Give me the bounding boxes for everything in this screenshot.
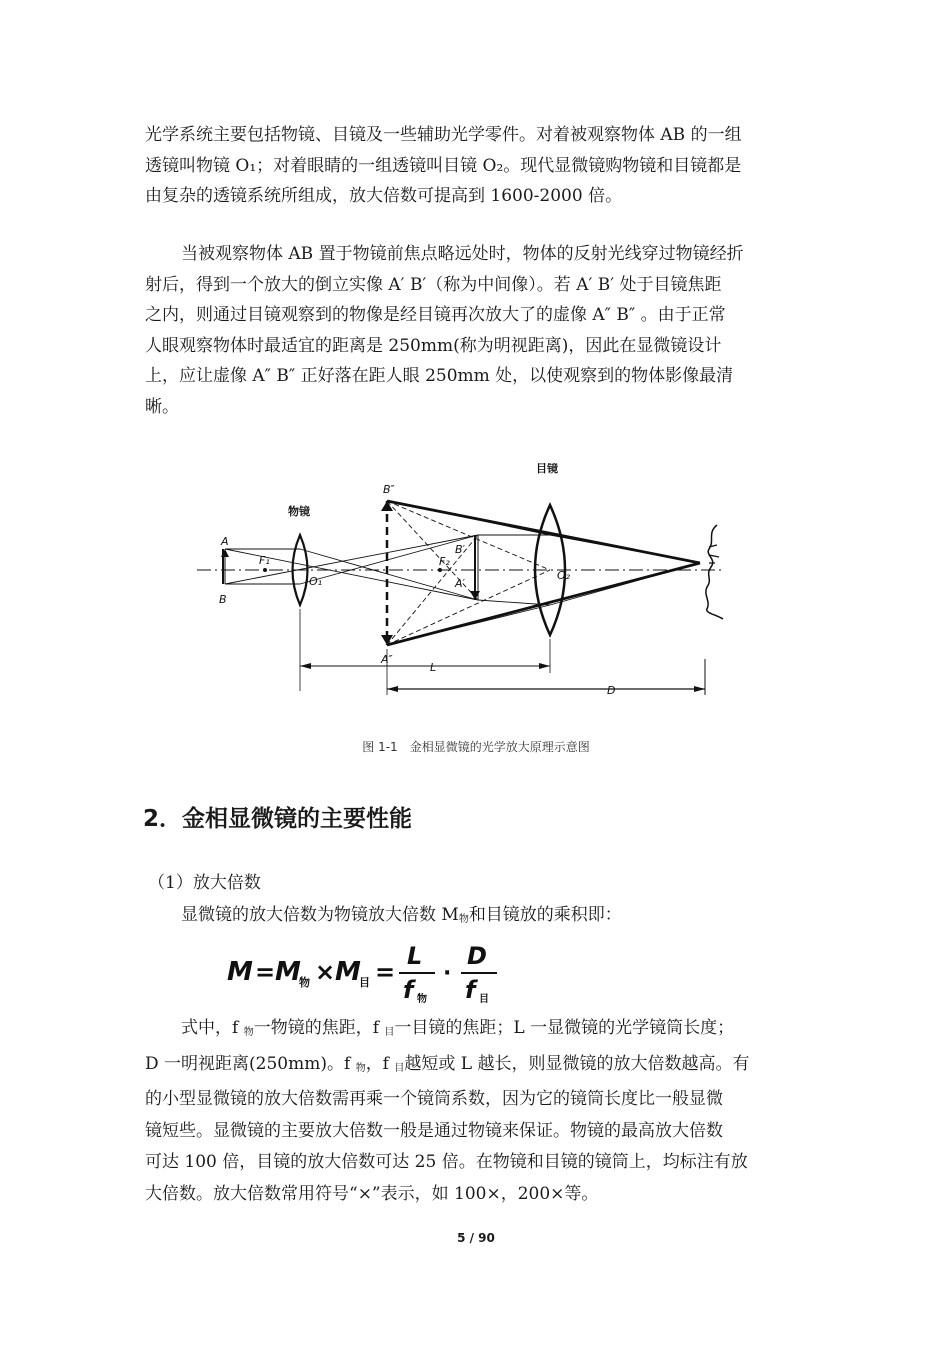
text-line — [145, 900, 810, 936]
subscript: 物 — [458, 914, 469, 925]
text-span: 和目镜放的乘积即： — [468, 905, 622, 925]
ray — [387, 501, 550, 535]
ray-construction — [387, 501, 550, 570]
page-number: 5 / 90 — [457, 1231, 495, 1245]
subscript: 目 — [394, 1062, 405, 1074]
label-o1: O₁ — [309, 575, 323, 588]
eyepiece-label: 目镜 — [536, 463, 558, 475]
magnification-formula — [225, 940, 545, 1010]
focal-point-f2 — [438, 568, 442, 572]
label-a-prime: A′ — [455, 577, 466, 590]
text-line: 晰。 — [145, 396, 179, 417]
ray — [387, 605, 550, 645]
text-line: 射后，得到一个放大的倒立实像 A′ B′（称为中间像）。若 A′ B′ 处于目镜焦距 — [145, 274, 722, 295]
fraction-numerator-d: D — [467, 942, 487, 970]
text-line — [145, 1049, 810, 1085]
figure-caption: 图 1-1 金相显微镜的光学放大原理示意图 — [362, 740, 590, 754]
fraction-denominator-f: f — [465, 976, 476, 1004]
label-l: L — [430, 661, 437, 674]
label-a-double-prime: A″ — [381, 653, 393, 666]
ray — [387, 501, 700, 563]
formula-sub-eyepiece: 目 — [359, 976, 370, 989]
focal-point-f1 — [263, 568, 267, 572]
formula-equals: = — [375, 958, 396, 986]
ray — [550, 535, 700, 563]
label-f1: F₁ — [259, 554, 270, 567]
text-line: 上，应让虚像 A″ B″ 正好落在距人眼 250mm 处，以使观察到的物体影像最清 — [145, 366, 734, 386]
subscript: 目 — [384, 1027, 395, 1038]
eye-profile — [706, 525, 723, 619]
text-span: 式中，f — [181, 1018, 244, 1038]
text-line: 的小型显微镜的放大倍数需再乘一个镜筒系数，因为它的镜筒长度比一般显微 — [145, 1089, 723, 1109]
section-heading: 2．金相显微镜的主要性能 — [143, 806, 413, 832]
formula-dot: · — [443, 961, 452, 986]
text-line: 之内，则通过目镜观察到的物像是经目镜再次放大了的虚像 A″ B″ 。由于正常 — [145, 305, 726, 325]
ray — [300, 549, 478, 600]
arrowhead — [694, 686, 705, 692]
text-span: 越短或 L 越长，则显微镜的放大倍数越高。有 — [404, 1053, 750, 1074]
fraction-denominator-f: f — [403, 976, 414, 1004]
fraction-numerator-l: L — [407, 942, 423, 970]
text-line: 镜短些。显微镜的主要放大倍数一般是通过物镜来保证。物镜的最高放大倍数 — [145, 1120, 723, 1141]
text-span: D 一明视距离(250mm)。f — [145, 1053, 356, 1074]
formula-m-objective: M — [275, 957, 301, 987]
text-span: ，f — [365, 1053, 395, 1074]
text-line: 大倍数。放大倍数常用符号“×”表示，如 100×，200×等。 — [145, 1183, 599, 1204]
subscript: 物 — [355, 1062, 366, 1074]
objective-label: 物镜 — [288, 505, 310, 518]
label-b-prime: B′ — [455, 543, 466, 556]
intro-paragraph — [145, 120, 810, 212]
text-span: 一物镜的焦距，f — [253, 1018, 385, 1038]
label-a: A — [221, 535, 229, 548]
arrowhead — [300, 663, 311, 669]
label-o2: O₂ — [557, 569, 571, 582]
arrowhead — [387, 686, 398, 692]
subsection-heading: （1）放大倍数 — [148, 873, 261, 893]
ray — [300, 535, 478, 584]
arrowhead — [539, 663, 550, 669]
text-line: 可达 100 倍，目镜的放大倍数可达 25 倍。在物镜和目镜的镜筒上，均标注有放 — [145, 1152, 748, 1172]
text-span: 一目镜的焦距；L 一显微镜的光学镜筒长度； — [394, 1018, 735, 1038]
magnification-intro — [145, 900, 810, 936]
label-b-double-prime: B″ — [383, 483, 395, 496]
label-b: B — [219, 593, 227, 606]
ray — [387, 563, 700, 645]
text-line: 人眼观察物体时最适宜的距离是 250mm(称为明视距离)，因此在显微镜设计 — [145, 335, 722, 356]
subscript: 物 — [243, 1027, 254, 1038]
formula-sub-eyepiece: 目 — [479, 994, 489, 1005]
label-d: D — [607, 684, 616, 697]
text-line — [145, 1013, 810, 1049]
text-line: 透镜叫物镜 O₁；对着眼睛的一组透镜叫目镜 O₂。现代显微镜购物镜和目镜都是 — [145, 155, 742, 176]
ray — [550, 563, 700, 605]
text-line: 由复杂的透镜系统所组成，放大倍数可提高到 1600-2000 倍。 — [145, 186, 623, 206]
formula-sub-objective: 物 — [299, 976, 310, 989]
microscope-optics-diagram — [195, 463, 755, 708]
text-span: 显微镜的放大倍数为物镜放大倍数 M — [181, 905, 459, 925]
text-line: 光学系统主要包括物镜、目镜及一些辅助光学零件。对着被观察物体 AB 的一组 — [145, 125, 742, 145]
formula-times: × — [315, 958, 336, 986]
formula-equals: = — [255, 958, 276, 986]
formula-m: M — [227, 957, 253, 987]
formula-sub-objective: 物 — [417, 994, 427, 1005]
label-f2: F₂ — [439, 555, 450, 568]
principle-paragraph — [145, 239, 810, 422]
formula-m-eyepiece: M — [335, 957, 361, 987]
text-line: 当被观察物体 AB 置于物镜前焦点略远处时，物体的反射光线穿过物镜经折 — [181, 244, 744, 264]
explanation-paragraph — [145, 1013, 810, 1210]
